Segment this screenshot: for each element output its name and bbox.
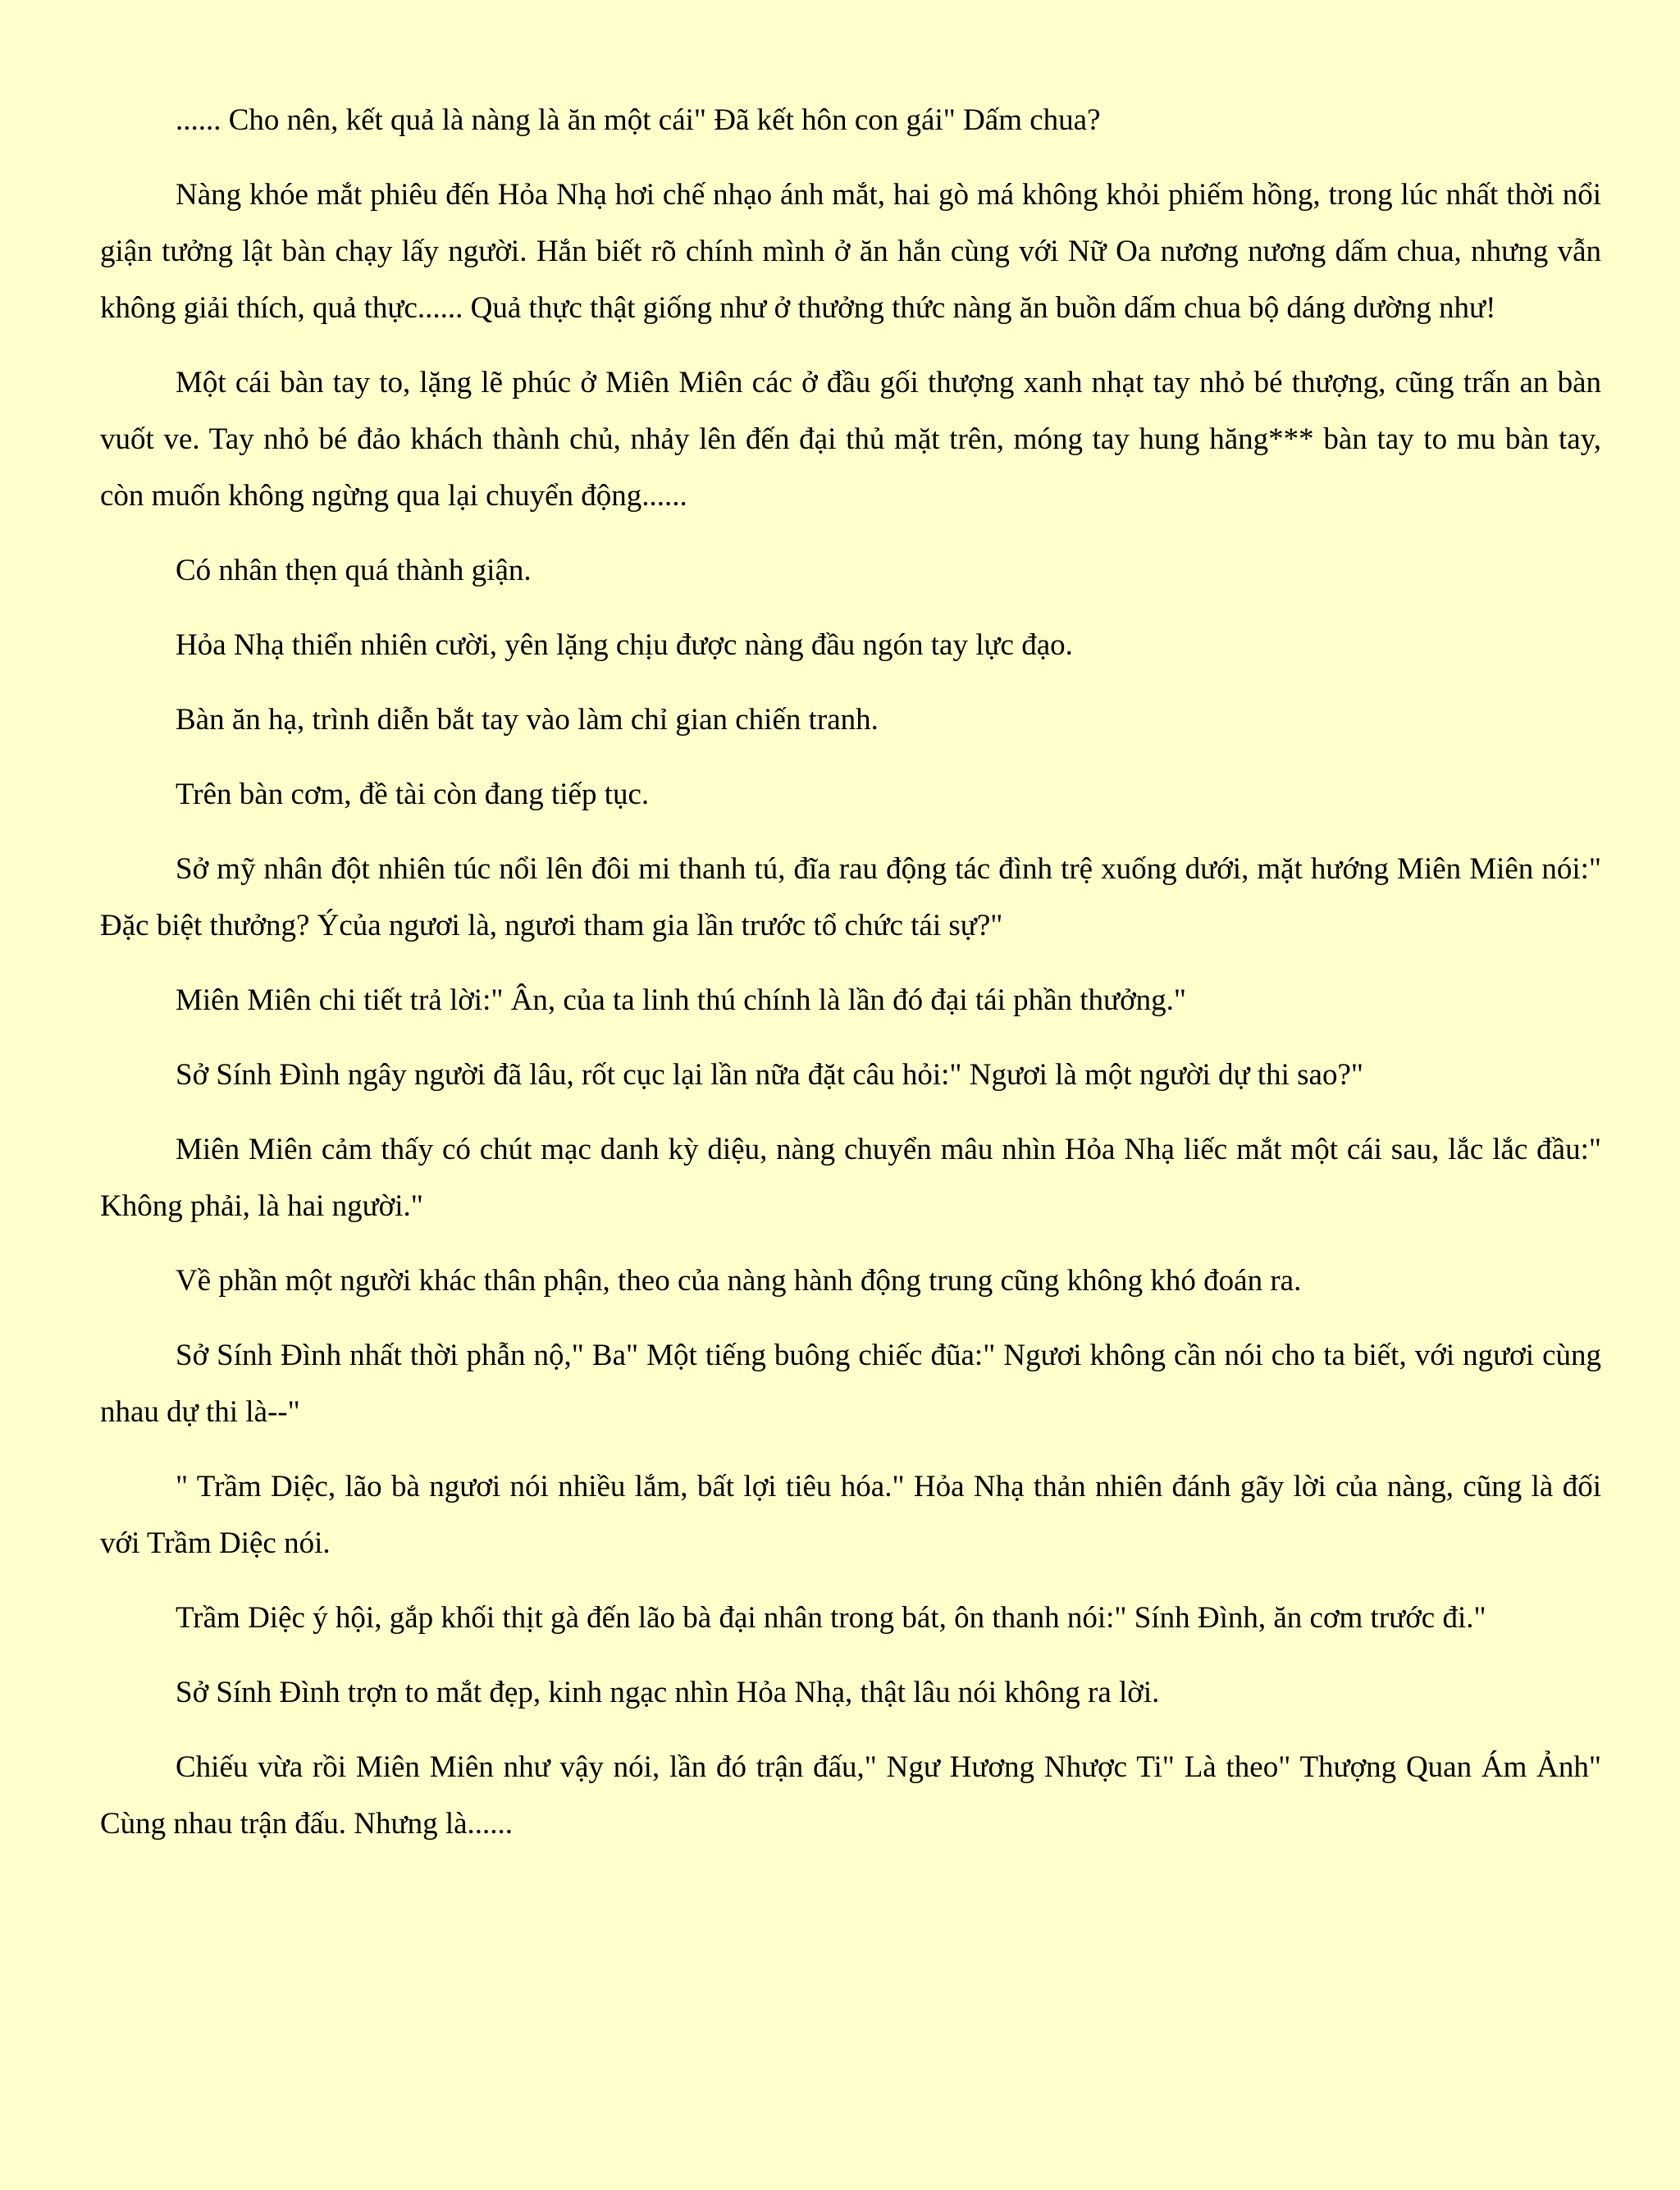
paragraph-6: Bàn ăn hạ, trình diễn bắt tay vào làm chỉ gian chiến tranh.	[176, 703, 879, 737]
paragraph-2: Nàng khóe mắt phiêu đến Hỏa Nhạ hơi chế nhạo ánh mắt, hai gò má không khỏi phiếm hồng, trong lúc nhất thời nổi giận tưởng lật bàn chạy lấy người. Hắn biết rõ chính mình ở ăn hắn cùng với Nữ Oa nương nương dấm chua, nhưng vẫn không giải thích, quả thực...... Quả thực thật giống như ở thưởng thức nàng ăn buồn dấm chua bộ dáng dường như!	[100, 178, 1601, 325]
document-body	[100, 92, 1601, 1870]
paragraph-1: ...... Cho nên, kết quả là nàng là ăn một cái" Đã kết hôn con gái" Dấm chua?	[176, 103, 1101, 137]
paragraph-13: Sở Sính Đình nhất thời phẫn nộ," Ba" Một tiếng buông chiếc đũa:" Ngươi không cần nói cho ta biết, với ngươi cùng nhau dự thi là--"	[100, 1339, 1601, 1429]
paragraph-7: Trên bàn cơm, đề tài còn đang tiếp tục.	[176, 778, 650, 811]
paragraph-15: Trầm Diệc ý hội, gắp khối thịt gà đến lão bà đại nhân trong bát, ôn thanh nói:" Sính Đình, ăn cơm trước đi."	[176, 1601, 1486, 1635]
paragraph-14: " Trầm Diệc, lão bà ngươi nói nhiều lắm, bất lợi tiêu hóa." Hỏa Nhạ thản nhiên đánh gãy lời của nàng, cũng là đối với Trầm Diệc nói.	[100, 1470, 1601, 1560]
paragraph-8: Sở mỹ nhân đột nhiên túc nổi lên đôi mi thanh tú, đĩa rau động tác đình trệ xuống dưới, mặt hướng Miên Miên nói:" Đặc biệt thưởng? Ýcủa ngươi là, ngươi tham gia lần trước tổ chức tái sự?"	[100, 852, 1601, 942]
paragraph-10: Sở Sính Đình ngây người đã lâu, rốt cục lại lần nữa đặt câu hỏi:" Ngươi là một người dự thi sao?"	[176, 1058, 1364, 1092]
paragraph-3: Một cái bàn tay to, lặng lẽ phúc ở Miên Miên các ở đầu gối thượng xanh nhạt tay nhỏ bé thượng, cũng trấn an bàn vuốt ve. Tay nhỏ bé đảo khách thành chủ, nhảy lên đến đại thủ mặt trên, móng tay hung hăng*** bàn tay to mu bàn tay, còn muốn không ngừng qua lại chuyển động......	[100, 366, 1601, 513]
paragraph-4: Có nhân thẹn quá thành giận.	[176, 554, 532, 587]
paragraph-16: Sở Sính Đình trợn to mắt đẹp, kinh ngạc nhìn Hỏa Nhạ, thật lâu nói không ra lời.	[176, 1676, 1160, 1709]
paragraph-11: Miên Miên cảm thấy có chút mạc danh kỳ diệu, nàng chuyển mâu nhìn Hỏa Nhạ liếc mắt một cái sau, lắc lắc đầu:" Không phải, là hai người."	[100, 1133, 1601, 1223]
paragraph-12: Về phần một người khác thân phận, theo của nàng hành động trung cũng không khó đoán ra.	[176, 1264, 1302, 1298]
paragraph-9: Miên Miên chi tiết trả lời:" Ân, của ta linh thú chính là lần đó đại tái phần thưởng."	[176, 983, 1187, 1017]
paragraph-5: Hỏa Nhạ thiển nhiên cười, yên lặng chịu được nàng đầu ngón tay lực đạo.	[176, 628, 1073, 662]
paragraph-17: Chiếu vừa rồi Miên Miên như vậy nói, lần đó trận đấu," Ngư Hương Nhược Ti" Là theo" Thượng Quan Ám Ảnh" Cùng nhau trận đấu. Nhưng là......	[100, 1750, 1601, 1841]
